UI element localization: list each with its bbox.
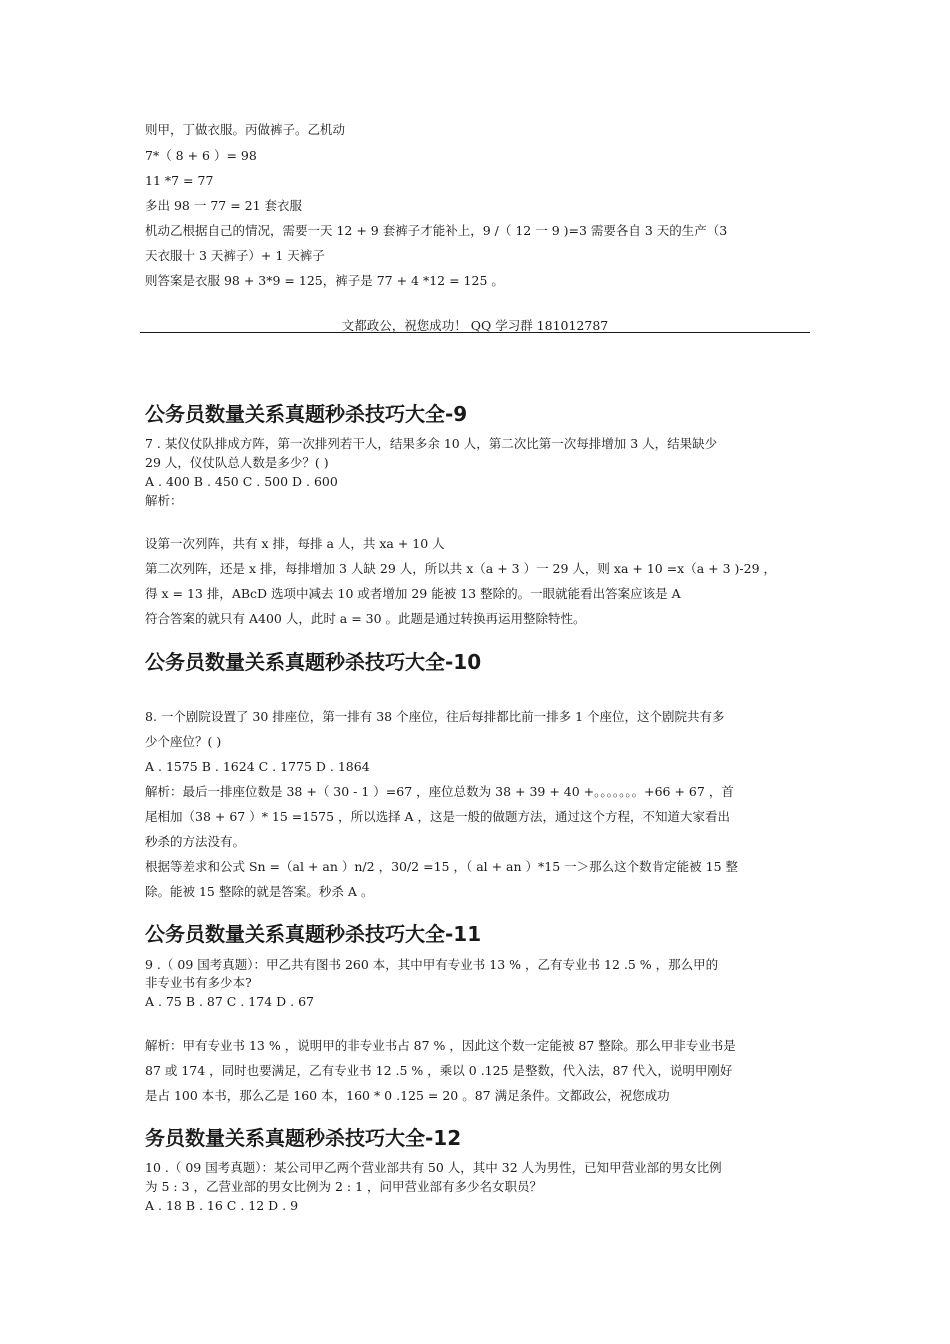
- text-line: 解析：最后一排座位数是 38 +（ 30 - 1 ）=67 ，座位总数为 38 + 39 + 40 +。。。。。。。+66 + 67 ，首: [145, 784, 734, 799]
- text-line: 设第一次列阵，共有 x 排，每排 a 人，共 xa + 10 人: [145, 536, 445, 551]
- text-line: 9 .（ 09 国考真题）：甲乙共有图书 260 本，其中甲有专业书 13 % ，乙有专业书 12 .5 % ，那么甲的: [145, 957, 719, 972]
- text-line: 则答案是衣服 98 + 3*9 = 125，裤子是 77 + 4 *12 = 125 。: [145, 273, 504, 288]
- text-line: 根据等差求和公式 Sn =（al + an ）n/2 ，30/2 =15 ，（ al + an ）*15 一＞那么这个数肯定能被 15 整: [145, 859, 739, 874]
- text-line: 7 . 某仪仗队排成方阵，第一次排列若干人，结果多余 10 人，第二次比第一次每排增加 3 人，结果缺少: [145, 436, 718, 451]
- text-line: 第二次列阵，还是 x 排，每排增加 3 人缺 29 人，所以共 x（a + 3 ）一 29 人，则 xa + 10 =x（a + 3 )-29 ，: [145, 561, 777, 576]
- footer-divider: [140, 332, 810, 333]
- text-line: 天衣服十 3 天裤子）+ 1 天裤子: [145, 248, 325, 263]
- text-line: 解析：甲有专业书 13 % ，说明甲的非专业书占 87 % ，因此这个数一定能被 87 整除。那么甲非专业书是: [145, 1038, 736, 1053]
- text-line: 解析：: [145, 493, 183, 508]
- text-line: A . 18 B . 16 C . 12 D . 9: [145, 1198, 299, 1213]
- text-line: 少个座位？( ): [145, 734, 222, 749]
- text-line: 8. 一个剧院设置了 30 排座位，第一排有 38 个座位，往后每排都比前一排多 1 个座位，这个剧院共有多: [145, 709, 725, 724]
- text-line: 10 .（ 09 国考真题）：某公司甲乙两个营业部共有 50 人，其中 32 人为男性，已知甲营业部的男女比例: [145, 1160, 722, 1175]
- text-line: 秒杀的方法没有。: [145, 834, 246, 849]
- text-line: A . 1575 B . 1624 C . 1775 D . 1864: [145, 759, 370, 774]
- text-line: 为 5 : 3 ，乙营业部的男女比例为 2 : 1 ，问甲营业部有多少名女职员？: [145, 1179, 543, 1194]
- text-line: A . 75 B . 87 C . 174 D . 67: [145, 994, 314, 1009]
- text-line: 多出 98 一 77 = 21 套衣服: [145, 198, 303, 213]
- text-line: 29 人，仪仗队总人数是多少？( ): [145, 455, 329, 470]
- text-line: 非专业书有多少本?: [145, 975, 252, 990]
- text-line: 87 或 174 ，同时也要满足，乙有专业书 12 .5 % ，乘以 0 .125 是整数，代入法，87 代入，说明甲刚好: [145, 1063, 733, 1078]
- text-line: 7*（ 8 + 6 ）= 98: [145, 148, 257, 163]
- text-line: 得 x = 13 排，ABcD 选项中减去 10 或者增加 29 能被 13 整除的。一眼就能看出答案应该是 A: [145, 586, 681, 601]
- text-line: 则甲，丁做衣服。丙做裤子。乙机动: [145, 122, 346, 137]
- section-heading-12: 务员数量关系真题秒杀技巧大全-12: [145, 1126, 462, 1150]
- page-footer: 文都政公，祝您成功！ QQ 学习群 181012787: [341, 318, 609, 333]
- section-heading-10: 公务员数量关系真题秒杀技巧大全-10: [145, 650, 482, 674]
- text-line: 符合答案的就只有 A400 人，此时 a = 30 。此题是通过转换再运用整除特性。: [145, 611, 586, 626]
- text-line: 尾相加（38 + 67 ）* 15 =1575 ，所以选择 A ，这是一般的做题方法，通过这个方程，不知道大家看出: [145, 809, 731, 824]
- section-heading-9: 公务员数量关系真题秒杀技巧大全-9: [145, 402, 468, 426]
- text-line: 机动乙根据自己的情况，需要一天 12 + 9 套裤子才能补上，9 /（ 12 一 9 )=3 需要各自 3 天的生产（3: [145, 223, 728, 238]
- text-line: 除。能被 15 整除的就是答案。秒杀 A 。: [145, 884, 374, 899]
- text-line: A . 400 B . 450 C . 500 D . 600: [145, 474, 338, 489]
- text-line: 是占 100 本书，那么乙是 160 本，160 * 0 .125 = 20 。87 满足条件。文都政公，祝您成功: [145, 1088, 670, 1103]
- text-line: 11 *7 = 77: [145, 173, 214, 188]
- section-heading-11: 公务员数量关系真题秒杀技巧大全-11: [145, 922, 482, 946]
